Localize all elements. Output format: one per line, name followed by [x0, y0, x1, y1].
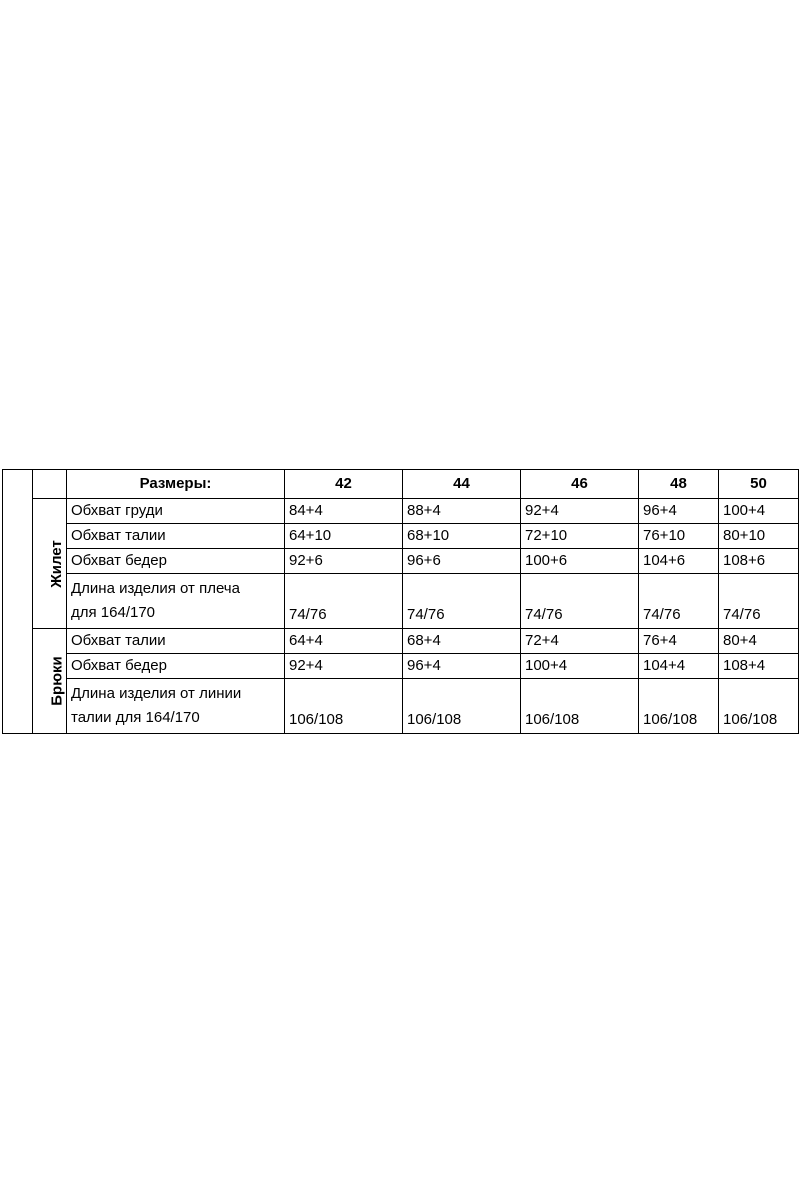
table-row — [3, 629, 799, 654]
trousers-section-label-cell — [33, 629, 67, 734]
vest-section-label-cell — [33, 499, 67, 629]
table-cell: 96+6 — [403, 549, 521, 574]
size-header-44: 44 — [403, 470, 521, 499]
sizes-header-label: Размеры: — [67, 470, 285, 499]
param-label: Обхват бедер — [67, 549, 285, 574]
table-cell: 84+4 — [285, 499, 403, 524]
size-chart-sheet — [2, 469, 798, 729]
table-cell: 108+4 — [719, 654, 799, 679]
table-cell: 92+6 — [285, 549, 403, 574]
table-cell: 106/108 — [285, 679, 403, 734]
size-header-48: 48 — [639, 470, 719, 499]
param-label: Обхват талии — [67, 524, 285, 549]
size-header-42: 42 — [285, 470, 403, 499]
table-cell: 64+10 — [285, 524, 403, 549]
table-cell: 92+4 — [521, 499, 639, 524]
size-header-46: 46 — [521, 470, 639, 499]
table-cell: 64+4 — [285, 629, 403, 654]
table-cell: 74/76 — [639, 574, 719, 629]
table-row — [3, 499, 799, 524]
param-label-line: талии для 164/170 — [71, 709, 200, 726]
table-cell: 100+4 — [521, 654, 639, 679]
table-cell: 68+10 — [403, 524, 521, 549]
table-cell: 74/76 — [285, 574, 403, 629]
vest-section-label: Жилет — [47, 539, 65, 588]
table-cell: 106/108 — [403, 679, 521, 734]
table-cell: 104+6 — [639, 549, 719, 574]
model-label-cell — [3, 470, 33, 734]
table-cell: 96+4 — [403, 654, 521, 679]
table-row — [3, 574, 799, 629]
table-cell: 74/76 — [521, 574, 639, 629]
table-cell: 72+10 — [521, 524, 639, 549]
param-label: Обхват талии — [67, 629, 285, 654]
table-cell: 108+6 — [719, 549, 799, 574]
table-cell: 92+4 — [285, 654, 403, 679]
table-cell: 88+4 — [403, 499, 521, 524]
param-label-line: Длина изделия от линии — [71, 685, 242, 702]
table-cell: 74/76 — [403, 574, 521, 629]
table-row — [3, 524, 799, 549]
size-table — [2, 469, 799, 734]
table-cell: 76+4 — [639, 629, 719, 654]
param-label-two-line — [67, 679, 285, 734]
table-cell: 68+4 — [403, 629, 521, 654]
param-label-line: Длина изделия от плеча — [71, 580, 240, 597]
table-cell: 100+4 — [719, 499, 799, 524]
param-label: Обхват груди — [67, 499, 285, 524]
table-cell: 96+4 — [639, 499, 719, 524]
table-cell: 76+10 — [639, 524, 719, 549]
table-cell: 106/108 — [719, 679, 799, 734]
size-header-50: 50 — [719, 470, 799, 499]
table-row — [3, 654, 799, 679]
table-cell: 80+10 — [719, 524, 799, 549]
table-cell: 106/108 — [639, 679, 719, 734]
table-cell: 74/76 — [719, 574, 799, 629]
table-cell: 106/108 — [521, 679, 639, 734]
table-row — [3, 549, 799, 574]
table-cell: 72+4 — [521, 629, 639, 654]
table-row — [3, 679, 799, 734]
table-cell: 104+4 — [639, 654, 719, 679]
param-label: Обхват бедер — [67, 654, 285, 679]
table-cell: 100+6 — [521, 549, 639, 574]
table-cell: 80+4 — [719, 629, 799, 654]
trousers-section-label: Брюки — [48, 656, 66, 706]
param-label-line: для 164/170 — [71, 604, 156, 621]
param-label-two-line — [67, 574, 285, 629]
header-row — [3, 470, 799, 499]
header-corner-cell — [33, 470, 67, 499]
